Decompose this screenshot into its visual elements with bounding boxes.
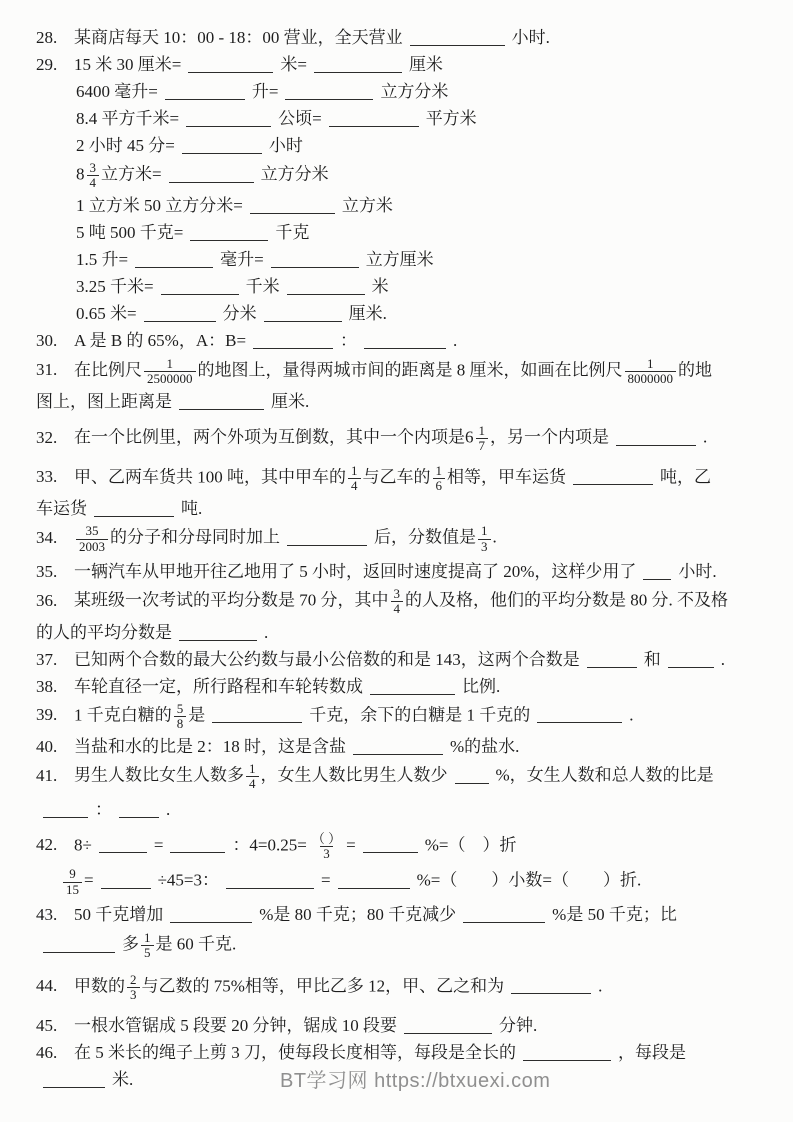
fraction-numerator: 1	[481, 523, 488, 539]
answer-blank	[170, 910, 252, 923]
question-number: 32.	[36, 427, 58, 447]
text-segment: 2 小时 45 分=	[76, 136, 175, 155]
text-segment: 甲数的	[74, 976, 125, 996]
question-row	[36, 560, 763, 584]
answer-blank	[212, 710, 302, 723]
fraction-numerator: 35	[85, 523, 99, 539]
fraction-numerator: 9	[69, 866, 76, 882]
question-number: 37.	[36, 649, 58, 669]
text-segment: 分米	[222, 303, 257, 323]
fraction-numerator: 5	[176, 700, 184, 716]
text-segment: 小时.	[678, 561, 717, 581]
text-segment: ：4=0.25=	[232, 835, 307, 855]
text-segment: 车运货	[36, 499, 87, 519]
continuation-row	[36, 221, 763, 245]
text-segment: 3.25 千米=	[76, 276, 154, 296]
text-segment: 是 60 千克.	[155, 934, 237, 954]
question-number: 36.	[36, 590, 58, 610]
fraction	[246, 762, 259, 792]
text-segment: 立方米	[341, 195, 393, 215]
text-segment: %是 80 千克；80 千克减少	[259, 904, 457, 924]
fraction	[127, 973, 140, 1003]
continuation-row	[36, 390, 763, 414]
question-row	[36, 424, 763, 454]
fraction	[76, 524, 108, 554]
answer-blank	[99, 840, 147, 853]
text-segment: .	[703, 427, 708, 447]
answer-blank	[537, 710, 622, 723]
continuation-row	[36, 248, 763, 272]
answer-blank	[523, 1048, 611, 1061]
text-segment: 8÷	[74, 835, 92, 855]
question-number: 33.	[36, 467, 58, 487]
fraction-numerator: 3	[89, 160, 96, 175]
text-segment: 小时.	[511, 28, 550, 47]
continuation-row	[36, 497, 763, 521]
text-segment: 和	[643, 649, 661, 669]
answer-blank	[250, 201, 335, 214]
answer-blank	[668, 655, 714, 668]
fraction-numerator: 1	[647, 355, 654, 371]
answer-blank	[188, 60, 273, 73]
text-segment: 已知两个合数的最大公约数与最小公倍数的和是 143，这两个合数是	[74, 649, 580, 669]
answer-blank	[179, 628, 257, 641]
question-row	[36, 524, 763, 554]
answer-blank	[169, 170, 254, 183]
text-segment: .	[598, 976, 603, 996]
text-segment: 千克，余下的白糖是 1 千克的	[309, 705, 531, 725]
text-segment: 公顷=	[278, 109, 322, 128]
fraction	[87, 161, 100, 191]
continuation-row	[36, 194, 763, 218]
question-number: 45.	[36, 1016, 58, 1036]
question-row	[36, 903, 763, 927]
fraction-numerator: （ ）	[311, 830, 342, 846]
fraction	[391, 587, 404, 617]
fraction	[478, 524, 491, 554]
fraction-denominator: 8000000	[625, 371, 677, 386]
question-number: 30.	[36, 330, 58, 350]
text-segment: 甲、乙两车货共 100 吨，其中甲车的	[74, 467, 346, 487]
text-segment: 立方分米	[260, 164, 329, 184]
answer-blank	[573, 472, 653, 485]
text-segment: 的分子和分母同时加上	[110, 528, 280, 548]
fraction-denominator: 3	[478, 539, 491, 554]
text-segment: 米.	[112, 1070, 134, 1090]
text-segment: 吨，乙	[660, 467, 711, 487]
answer-blank	[101, 876, 151, 889]
question-row	[36, 587, 763, 617]
answer-blank	[463, 910, 545, 923]
answer-blank	[287, 533, 367, 546]
answer-blank	[511, 981, 591, 994]
answer-blank	[179, 397, 264, 410]
fraction-denominator: 4	[246, 776, 259, 791]
text-segment: 升=	[251, 82, 279, 101]
answer-blank	[161, 282, 239, 295]
watermark: BT学习网 https://btxuexi.com	[280, 1070, 551, 1092]
question-row	[36, 973, 763, 1003]
text-segment: 图上，图上距离是	[36, 392, 172, 412]
question-row	[36, 675, 763, 699]
fraction	[476, 424, 489, 454]
text-segment: .	[629, 705, 634, 725]
text-segment: 的地图上，量得两城市间的距离是 8 厘米，如画在比例尺	[197, 360, 623, 380]
text-segment: %=（ ）小数=（ ）折.	[416, 871, 642, 891]
question-row	[36, 1041, 763, 1065]
text-segment: ，女生人数比男生人数少	[260, 765, 448, 785]
continuation-row	[36, 134, 763, 158]
text-segment: 0.65 米=	[76, 303, 137, 323]
fraction-denominator: 8	[174, 716, 187, 731]
continuation-row	[36, 161, 763, 191]
fraction	[433, 464, 446, 494]
answer-blank	[144, 309, 216, 322]
text-segment: 的人的平均分数是	[36, 622, 172, 642]
question-row	[36, 1014, 763, 1038]
text-segment: 15 米 30 厘米=	[74, 55, 182, 74]
text-segment: 在比例尺	[74, 360, 142, 380]
text-segment: 1.5 升=	[76, 249, 129, 269]
text-segment: ，每段是	[618, 1043, 686, 1063]
text-segment: 吨.	[181, 499, 203, 519]
text-segment: 米	[371, 276, 389, 296]
text-segment: 车轮直径一定，所行路程和车轮转数成	[74, 676, 363, 696]
answer-blank	[271, 255, 359, 268]
text-segment: 与乙数的 75%相等，甲比乙多 12，甲、乙之和为	[141, 976, 505, 996]
text-segment: 厘米	[408, 55, 443, 74]
text-segment: .	[166, 799, 171, 819]
fraction	[141, 931, 154, 961]
continuation-row	[36, 302, 763, 326]
answer-blank	[94, 504, 174, 517]
answer-blank	[186, 114, 271, 127]
answer-blank	[43, 1075, 105, 1088]
fraction	[309, 832, 344, 862]
text-segment: 厘米.	[348, 303, 387, 323]
continuation-row	[36, 931, 763, 961]
answer-blank	[170, 840, 225, 853]
continuation-row	[36, 621, 763, 645]
fraction-denominator: 5	[141, 945, 154, 960]
question-number: 46.	[36, 1043, 58, 1063]
fraction-denominator: 3	[320, 846, 333, 861]
question-number: 28.	[36, 28, 58, 47]
answer-blank	[264, 309, 342, 322]
fraction-numerator: 1	[249, 761, 256, 777]
fraction-denominator: 6	[433, 478, 446, 493]
text-segment: 厘米.	[271, 392, 310, 412]
fraction	[625, 357, 677, 387]
fraction-numerator: 1	[435, 462, 442, 478]
answer-blank	[643, 567, 671, 580]
question-number: 31.	[36, 360, 58, 380]
text-segment: 1 立方米 50 立方分米=	[76, 195, 243, 215]
question-number: 29.	[36, 55, 58, 74]
fraction	[144, 357, 196, 387]
fraction-numerator: 2	[130, 971, 137, 987]
text-segment: %是 50 千克；比	[552, 904, 677, 924]
text-segment: 在一个比例里，两个外项为互倒数，其中一个内项是	[74, 427, 465, 447]
fraction	[348, 464, 361, 494]
question-number: 34.	[36, 528, 58, 548]
text-segment: =	[84, 871, 94, 891]
continuation-row	[36, 867, 763, 897]
fraction-numerator: 1	[351, 462, 358, 478]
answer-blank	[363, 840, 418, 853]
answer-blank	[314, 60, 402, 73]
continuation-row	[36, 275, 763, 299]
text-segment: .	[264, 622, 269, 642]
continuation-row	[36, 798, 763, 822]
answer-blank	[329, 114, 419, 127]
text-segment: 某商店每天 10：00 - 18：00 营业，全天营业	[74, 28, 403, 47]
worksheet-body	[36, 26, 763, 1092]
text-segment: 男生人数比女生人数多	[74, 765, 244, 785]
text-segment: 千克	[275, 222, 310, 242]
answer-blank	[364, 336, 446, 349]
text-segment: 一辆汽车从甲地开往乙地用了 5 小时，返回时速度提高了 20%，这样少用了	[74, 561, 637, 581]
text-segment: 当盐和水的比是 2：18 时，这是含盐	[74, 737, 346, 757]
answer-blank	[616, 433, 696, 446]
text-segment: 相等，甲车运货	[447, 467, 566, 487]
fraction-denominator: 4	[87, 175, 100, 190]
text-segment: 6	[465, 427, 474, 447]
text-segment: A 是 B 的 65%，A：B=	[74, 330, 247, 350]
answer-blank	[43, 805, 88, 818]
fraction-denominator: 7	[476, 438, 489, 453]
text-segment: .	[453, 330, 458, 350]
answer-blank	[370, 682, 455, 695]
question-number: 39.	[36, 705, 58, 725]
question-row	[36, 464, 763, 494]
text-segment: 平方米	[425, 109, 477, 128]
continuation-row	[36, 107, 763, 131]
answer-blank	[43, 940, 115, 953]
fraction-numerator: 3	[393, 585, 400, 601]
text-segment: ，另一个内项是	[490, 427, 609, 447]
question-number: 41.	[36, 765, 58, 785]
text-segment: 8.4 平方千米=	[76, 109, 180, 128]
fraction-numerator: 1	[144, 929, 151, 945]
question-number: 43.	[36, 904, 58, 924]
answer-blank	[353, 742, 443, 755]
text-segment: %，女生人数和总人数的比是	[495, 765, 714, 785]
text-segment: %=（ ）折	[424, 835, 517, 855]
fraction-denominator: 4	[348, 478, 361, 493]
fraction-denominator: 3	[127, 987, 140, 1002]
text-segment: ÷45=3：	[157, 871, 220, 891]
fraction-numerator: 1	[478, 423, 485, 439]
text-segment: 与乙车的	[362, 467, 431, 487]
question-row	[36, 702, 763, 732]
answer-blank	[119, 805, 159, 818]
text-segment: 某班级一次考试的平均分数是 70 分，其中	[74, 590, 389, 610]
answer-blank	[287, 282, 365, 295]
text-segment: 的地	[678, 360, 712, 380]
answer-blank	[226, 876, 314, 889]
text-segment: 立方分米	[380, 82, 449, 101]
text-segment: 立方厘米	[365, 249, 434, 269]
answer-blank	[165, 87, 245, 100]
text-segment: 在 5 米长的绳子上剪 3 刀，使每段长度相等，每段是全长的	[74, 1043, 516, 1063]
question-number: 40.	[36, 737, 58, 757]
answer-blank	[182, 141, 262, 154]
text-segment: 立方米=	[101, 164, 162, 184]
text-segment: 毫升=	[220, 249, 264, 269]
text-segment: 一根水管锯成 5 段要 20 分钟，锯成 10 段要	[74, 1016, 397, 1036]
question-row	[36, 26, 763, 50]
fraction-denominator: 2500000	[144, 371, 196, 386]
answer-blank	[285, 87, 373, 100]
text-segment: .	[492, 528, 497, 548]
text-segment: 米=	[280, 55, 307, 74]
question-row	[36, 53, 763, 77]
text-segment: =	[321, 871, 331, 891]
fraction-denominator: 4	[391, 601, 404, 616]
fraction-denominator: 15	[63, 882, 82, 897]
text-segment: =	[153, 835, 164, 855]
continuation-row	[36, 80, 763, 104]
question-number: 42.	[36, 835, 58, 855]
text-segment: 50 千克增加	[74, 904, 164, 924]
question-row	[36, 735, 763, 759]
answer-blank	[135, 255, 213, 268]
text-segment: 多	[122, 934, 139, 954]
text-segment: 后，分数值是	[374, 528, 476, 548]
text-segment: 8	[76, 164, 85, 184]
text-segment: 是	[188, 705, 206, 725]
question-row	[36, 648, 763, 672]
answer-blank	[410, 33, 505, 46]
text-segment: 5 吨 500 千克=	[76, 222, 184, 242]
text-segment: ：	[340, 330, 358, 350]
fraction	[63, 867, 82, 897]
text-segment: 比例.	[462, 676, 501, 696]
text-segment: ：	[95, 799, 112, 819]
question-row	[36, 357, 763, 387]
question-row	[36, 762, 763, 792]
text-segment: 6400 毫升=	[76, 82, 158, 101]
text-segment: =	[346, 835, 356, 855]
text-segment: .	[720, 649, 725, 669]
answer-blank	[404, 1021, 492, 1034]
fraction-denominator: 2003	[76, 539, 108, 554]
text-segment: 分钟.	[499, 1016, 538, 1036]
question-number: 44.	[36, 976, 58, 996]
text-segment: %的盐水.	[450, 737, 520, 757]
text-segment: 小时	[268, 136, 303, 155]
answer-blank	[587, 655, 637, 668]
answer-blank	[338, 876, 410, 889]
fraction-numerator: 1	[166, 355, 173, 371]
question-number: 35.	[36, 561, 58, 581]
text-segment: 的人及格，他们的平均分数是 80 分. 不及格	[405, 590, 728, 610]
text-segment: 千米	[245, 276, 280, 296]
question-row	[36, 832, 763, 862]
question-number: 38.	[36, 676, 58, 696]
question-row	[36, 329, 763, 353]
fraction	[174, 702, 187, 732]
answer-blank	[253, 336, 333, 349]
answer-blank	[190, 228, 268, 241]
answer-blank	[455, 771, 489, 784]
text-segment: 1 千克白糖的	[74, 705, 172, 725]
